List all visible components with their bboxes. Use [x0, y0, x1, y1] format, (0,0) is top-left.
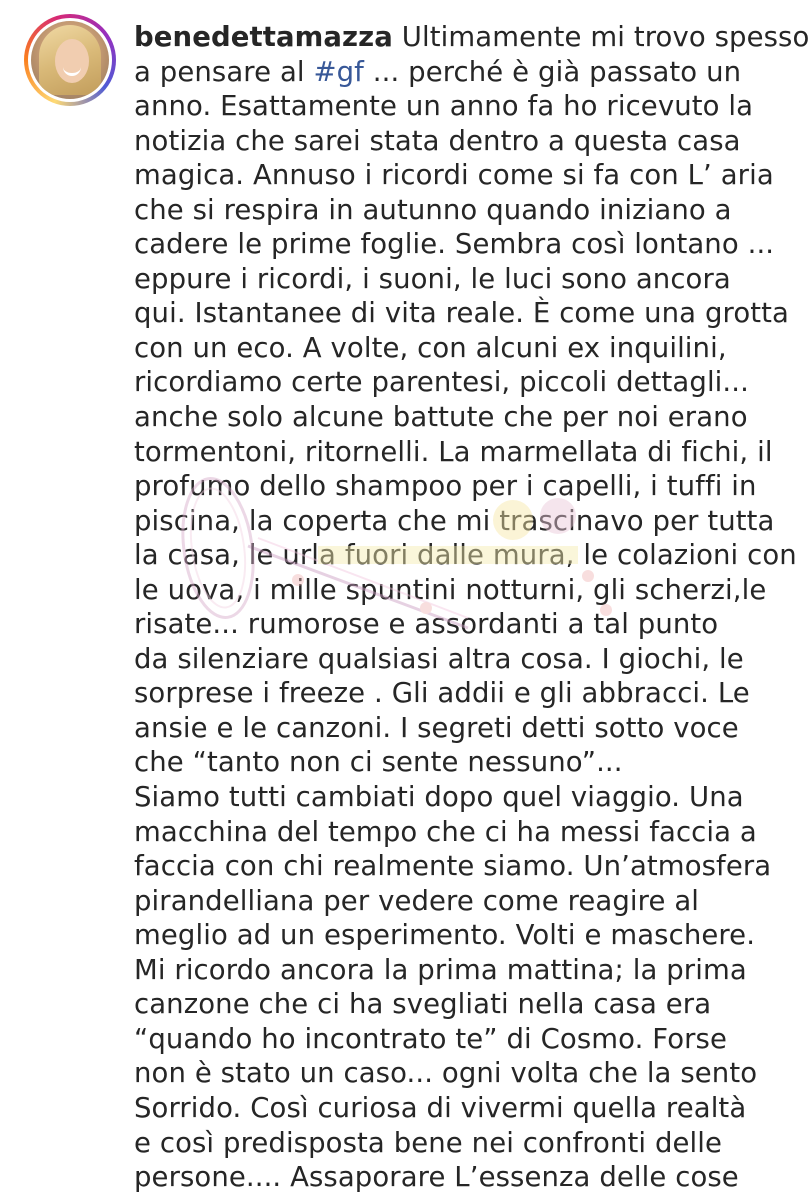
caption-segment: la casa, le urla fuori dalle mura, le colazioni con [134, 539, 797, 572]
caption-line [134, 20, 810, 55]
caption-segment: magica. Annuso i ricordi come si fa con L’ aria [134, 159, 774, 192]
caption-segment: anche solo alcune battute che per noi erano [134, 401, 748, 434]
caption-segment: risate... rumorose e assordanti a tal punto [134, 608, 719, 641]
caption-line [134, 607, 774, 642]
caption-segment: canzone che ci ha svegliati nella casa era [134, 988, 712, 1021]
caption-line [134, 780, 774, 815]
caption-line [134, 435, 774, 470]
caption-line [134, 227, 774, 262]
caption-line [134, 331, 774, 366]
caption-segment: e così predisposta bene nei confronti delle [134, 1126, 723, 1159]
caption-line [134, 884, 774, 919]
caption-segment: che si respira in autunno quando iniziano a [134, 193, 732, 226]
caption-line [134, 953, 774, 988]
caption-segment: non è stato un caso... ogni volta che la sento [134, 1057, 758, 1090]
caption-line [134, 1056, 774, 1091]
caption-line [134, 400, 774, 435]
caption-line [134, 711, 774, 746]
caption-segment: ... perché è già passato un [363, 55, 742, 88]
caption-line [134, 538, 797, 573]
caption-line [134, 262, 774, 297]
avatar-ring-gap [28, 18, 112, 102]
caption-segment: macchina del tempo che ci ha messi faccia a [134, 815, 757, 848]
caption-line [134, 987, 774, 1022]
caption-segment: Sorrido. Così curiosa di vivermi quella realtà [134, 1091, 747, 1124]
caption-line [134, 676, 774, 711]
caption-segment: anno. Esattamente un anno fa ho ricevuto la [134, 90, 754, 123]
caption-line [134, 158, 774, 193]
caption-line [134, 918, 774, 953]
avatar-story-ring[interactable] [24, 14, 116, 106]
caption-text [134, 20, 810, 1195]
hashtag-link[interactable]: #gf [313, 55, 364, 88]
caption-segment: da silenziare qualsiasi altra cosa. I giochi, le [134, 642, 744, 675]
caption-segment: profumo dello shampoo per i capelli, i tuffi in [134, 470, 757, 503]
caption-segment: le uova, i mille spuntini notturni, gli scherzi,le [134, 573, 767, 606]
caption-segment: piscina, la coperta che mi trascinavo per tutta [134, 504, 775, 537]
caption-segment: che “tanto non ci sente nessuno”... [134, 746, 623, 779]
caption-line [134, 365, 774, 400]
caption-segment: eppure i ricordi, i suoni, le luci sono ancora [134, 262, 731, 295]
caption-line [134, 89, 774, 124]
caption-line [134, 1022, 774, 1057]
caption-segment: pirandelliana per vedere come reagire al [134, 884, 700, 917]
caption-line [134, 469, 774, 504]
caption-segment: Siamo tutti cambiati dopo quel viaggio. Una [134, 781, 744, 814]
caption-segment: persone.... Assaporare L’essenza delle cose [134, 1161, 739, 1194]
caption-line [134, 849, 774, 884]
caption-line [134, 124, 774, 159]
caption-line [134, 193, 774, 228]
caption-line [134, 642, 774, 677]
caption-segment: ansie e le canzoni. I segreti detti sotto voce [134, 711, 739, 744]
caption-segment: cadere le prime foglie. Sembra così lontano ... [134, 228, 775, 261]
caption-segment: qui. Istantanee di vita reale. È come una grotta [134, 297, 789, 330]
caption-line [134, 1126, 774, 1161]
caption-segment: notizia che sarei stata dentro a questa casa [134, 124, 741, 157]
caption-segment: a pensare al [134, 55, 314, 88]
caption-line [134, 573, 774, 608]
caption-line [134, 296, 789, 331]
avatar[interactable] [31, 21, 109, 99]
caption-line [134, 1160, 774, 1195]
caption-line [134, 1091, 774, 1126]
caption-segment: Ultimamente mi trovo spesso [392, 21, 810, 53]
caption-segment: faccia con chi realmente siamo. Un’atmosfera [134, 850, 772, 883]
caption-segment: sorprese i freeze . Gli addii e gli abbracci. Le [134, 677, 750, 710]
caption-segment: con un eco. A volte, con alcuni ex inquilini, [134, 331, 727, 364]
caption-line [134, 504, 774, 539]
caption-segment: Mi ricordo ancora la prima mattina; la prima [134, 953, 747, 986]
caption-segment: “quando ho incontrato te” di Cosmo. Forse [134, 1022, 727, 1055]
caption-segment: tormentoni, ritornelli. La marmellata di fichi, il [134, 435, 773, 468]
username-link[interactable]: benedettamazza [134, 21, 393, 53]
caption-line [134, 55, 774, 90]
avatar-face [55, 39, 89, 83]
caption-segment: meglio ad un esperimento. Volti e maschere. [134, 919, 756, 952]
caption-segment: ricordiamo certe parentesi, piccoli dettagli... [134, 366, 749, 399]
caption-line [134, 745, 774, 780]
caption-line [134, 815, 774, 850]
